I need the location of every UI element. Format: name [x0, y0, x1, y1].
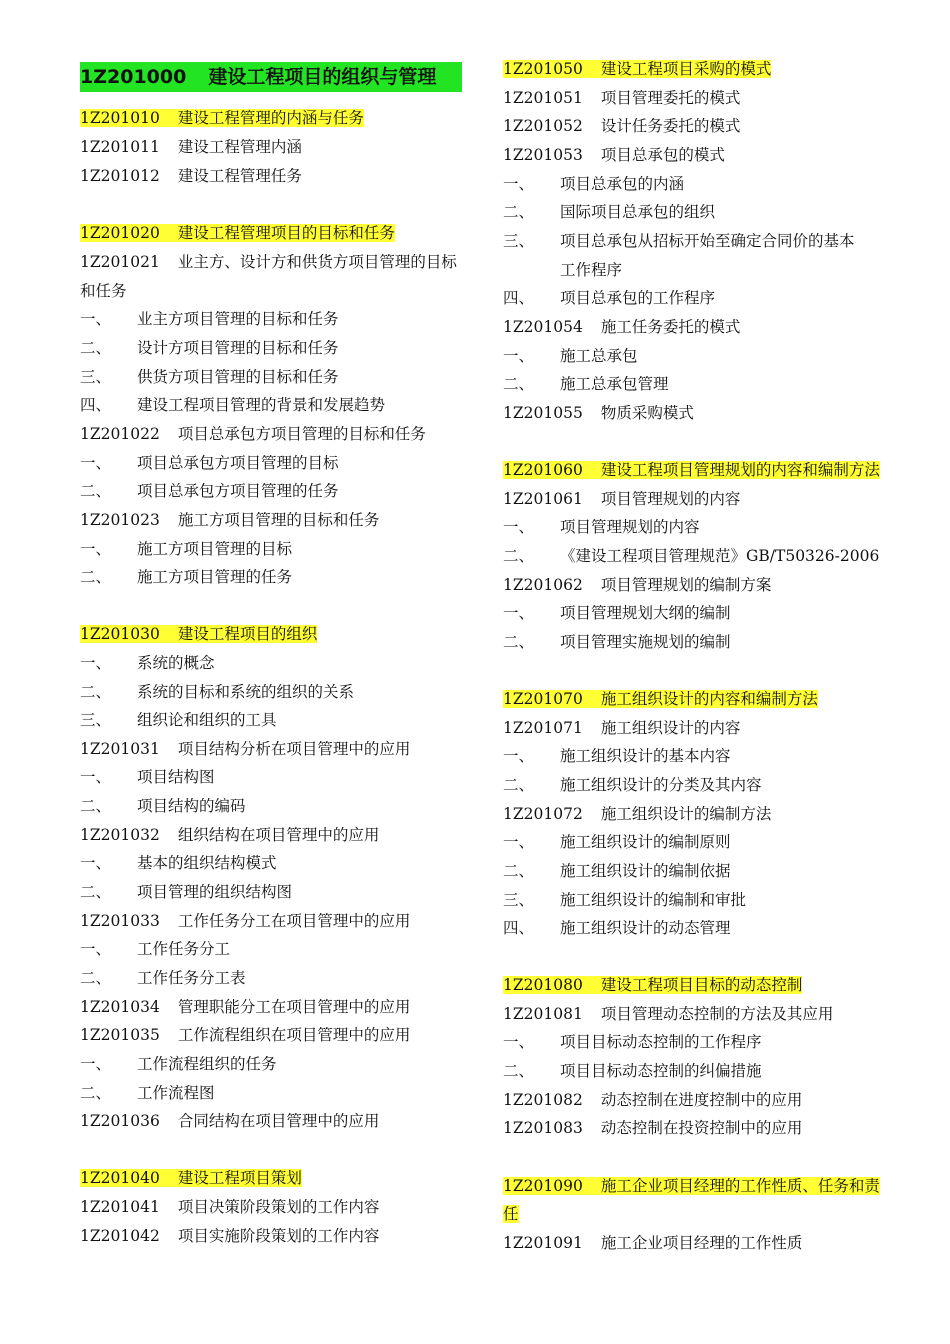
entry-code: 1Z201032	[80, 826, 160, 844]
entry-text: 和任务	[80, 282, 127, 300]
item-number: 一、	[80, 1055, 112, 1073]
toc-entry	[503, 718, 740, 738]
toc-entry	[503, 489, 740, 509]
section-heading	[503, 975, 802, 995]
section-heading	[80, 1168, 302, 1188]
entry-text: 项目决策阶段策划的工作内容	[177, 1198, 380, 1216]
item-number: 三、	[80, 368, 112, 386]
item-number: 二、	[80, 797, 112, 815]
entry-text: 建设工程项目管理的背景和发展趋势	[137, 396, 386, 414]
entry-code: 1Z201030	[80, 625, 160, 643]
item-number: 一、	[80, 454, 112, 472]
item-number: 二、	[80, 683, 112, 701]
entry-code: 1Z201080	[503, 976, 583, 994]
item-number: 二、	[503, 203, 535, 221]
entry-text: 施工总承包管理	[560, 375, 669, 393]
item-number: 二、	[503, 1062, 535, 1080]
item-number: 一、	[503, 175, 535, 193]
list-item	[80, 939, 230, 959]
entry-text: 项目总承包方项目管理的目标和任务	[177, 425, 426, 443]
toc-entry	[503, 403, 694, 423]
section-heading	[80, 624, 317, 644]
list-item	[503, 890, 746, 910]
entry-text: 动态控制在投资控制中的应用	[600, 1119, 803, 1137]
toc-entry	[503, 1233, 802, 1253]
item-number: 一、	[80, 540, 112, 558]
list-item	[503, 746, 731, 766]
entry-text: 国际项目总承包的组织	[560, 203, 716, 221]
list-item	[503, 374, 669, 394]
toc-entry	[80, 1197, 379, 1217]
list-item	[80, 453, 339, 473]
section-highlight	[503, 690, 818, 708]
toc-entry	[503, 317, 740, 337]
entry-text: 工作流程组织的任务	[137, 1055, 277, 1073]
list-item	[80, 710, 277, 730]
entry-code: 1Z201012	[80, 167, 160, 185]
entry-text: 任	[503, 1205, 519, 1223]
entry-text: 项目管理动态控制的方法及其应用	[600, 1005, 834, 1023]
entry-text: 施工总承包	[560, 347, 638, 365]
toc-entry	[503, 145, 725, 165]
item-number: 一、	[503, 1033, 535, 1051]
item-number: 二、	[80, 1084, 112, 1102]
list-item	[503, 832, 731, 852]
item-number: 二、	[80, 339, 112, 357]
entry-text: 施工方项目管理的目标和任务	[177, 511, 380, 529]
entry-text: 项目目标动态控制的纠偏措施	[560, 1062, 762, 1080]
toc-entry	[80, 911, 410, 931]
entry-text: 设计方项目管理的目标和任务	[137, 339, 339, 357]
entry-text: 《建设工程项目管理规范》GB/T50326-2006	[560, 547, 880, 565]
entry-text: 施工组织设计的内容和编制方法	[600, 690, 818, 708]
section-highlight	[503, 60, 771, 78]
entry-text: 施工组织设计的动态管理	[560, 919, 731, 937]
entry-text: 项目管理规划的内容	[600, 490, 741, 508]
section-heading	[80, 108, 364, 128]
item-number: 四、	[503, 289, 535, 307]
entry-text: 项目管理实施规划的编制	[560, 633, 731, 651]
list-item	[80, 796, 246, 816]
entry-code: 1Z201053	[503, 146, 583, 164]
list-item	[80, 539, 292, 559]
entry-code: 1Z201070	[503, 690, 583, 708]
entry-text: 施工组织设计的编制和审批	[560, 891, 747, 909]
entry-text: 项目管理委托的模式	[600, 89, 741, 107]
entry-text: 建设工程管理内涵	[177, 138, 302, 156]
entry-code: 1Z201023	[80, 511, 160, 529]
toc-entry	[80, 825, 379, 845]
section-heading	[503, 1176, 880, 1196]
list-item	[80, 653, 215, 673]
item-number: 一、	[80, 854, 112, 872]
entry-code: 1Z201040	[80, 1169, 160, 1187]
section-highlight	[503, 1205, 519, 1223]
entry-text: 建设工程管理的内涵与任务	[177, 109, 364, 127]
list-item	[503, 231, 855, 251]
entry-text: 项目总承包的模式	[600, 146, 725, 164]
entry-text: 建设工程项目管理规划的内容和编制方法	[600, 461, 880, 479]
entry-text: 系统的概念	[137, 654, 215, 672]
entry-text: 建设工程项目目标的动态控制	[600, 976, 803, 994]
list-item	[80, 1083, 215, 1103]
entry-code: 1Z201021	[80, 253, 160, 271]
toc-entry	[560, 260, 622, 280]
toc-entry	[503, 88, 740, 108]
item-number: 二、	[503, 375, 535, 393]
entry-text: 项目总承包方项目管理的目标	[137, 454, 339, 472]
entry-text: 施工企业项目经理的工作性质、任务和责	[600, 1177, 880, 1195]
item-number: 一、	[80, 940, 112, 958]
entry-text: 施工组织设计的基本内容	[560, 747, 731, 765]
item-number: 一、	[80, 768, 112, 786]
entry-text: 业主方、设计方和供货方项目管理的目标	[177, 253, 457, 271]
entry-text: 施工方项目管理的任务	[137, 568, 293, 586]
toc-entry	[503, 116, 740, 136]
section-highlight	[80, 224, 395, 242]
list-item	[80, 567, 292, 587]
section-heading	[80, 223, 395, 243]
list-item	[503, 861, 731, 881]
item-number: 四、	[80, 396, 112, 414]
list-item	[503, 603, 731, 623]
list-item	[80, 853, 277, 873]
item-number: 三、	[503, 891, 535, 909]
entry-text: 施工组织设计的内容	[600, 719, 741, 737]
entry-code: 1Z201090	[503, 1177, 583, 1195]
entry-code: 1Z201055	[503, 404, 583, 422]
toc-entry	[80, 1025, 410, 1045]
entry-code: 1Z201010	[80, 109, 160, 127]
toc-entry	[80, 997, 410, 1017]
entry-code: 1Z201031	[80, 740, 160, 758]
list-item	[503, 1061, 762, 1081]
item-number: 三、	[80, 711, 112, 729]
list-item	[503, 1032, 762, 1052]
entry-text: 项目管理规划的编制方案	[600, 576, 772, 594]
toc-entry	[80, 281, 127, 301]
entry-text: 建设工程项目采购的模式	[600, 60, 772, 78]
list-item	[503, 775, 762, 795]
entry-code: 1Z201081	[503, 1005, 583, 1023]
entry-code: 1Z201051	[503, 89, 583, 107]
entry-text: 建设工程项目策划	[177, 1169, 302, 1187]
entry-code: 1Z201082	[503, 1091, 583, 1109]
toc-entry	[80, 252, 457, 272]
entry-text: 建设工程项目的组织	[177, 625, 318, 643]
entry-text: 组织论和组织的工具	[137, 711, 277, 729]
toc-entry	[80, 137, 302, 157]
entry-text: 工作任务分工	[137, 940, 231, 958]
entry-text: 建设工程管理项目的目标和任务	[177, 224, 395, 242]
entry-text: 工作流程图	[137, 1084, 215, 1102]
item-number: 一、	[80, 310, 112, 328]
section-heading	[503, 460, 880, 480]
entry-code: 1Z201035	[80, 1026, 160, 1044]
section-highlight	[80, 109, 364, 127]
item-number: 二、	[80, 969, 112, 987]
entry-text: 施工组织设计的编制原则	[560, 833, 731, 851]
entry-text: 组织结构在项目管理中的应用	[177, 826, 380, 844]
entry-text: 工作任务分工表	[137, 969, 246, 987]
toc-entry	[503, 1004, 833, 1024]
item-number: 二、	[503, 547, 535, 565]
entry-code: 1Z201062	[503, 576, 583, 594]
list-item	[80, 767, 215, 787]
item-number: 一、	[80, 654, 112, 672]
entry-text: 施工任务委托的模式	[600, 318, 741, 336]
entry-text: 管理职能分工在项目管理中的应用	[177, 998, 411, 1016]
entry-text: 工作程序	[560, 261, 623, 279]
item-number: 二、	[80, 883, 112, 901]
entry-code: 1Z201061	[503, 490, 583, 508]
entry-text: 施工组织设计的编制方法	[600, 805, 772, 823]
entry-text: 项目实施阶段策划的工作内容	[177, 1227, 380, 1245]
list-item	[503, 288, 715, 308]
entry-code: 1Z201011	[80, 138, 160, 156]
section-heading	[503, 689, 818, 709]
entry-text: 项目结构分析在项目管理中的应用	[177, 740, 411, 758]
item-number: 一、	[503, 518, 535, 536]
entry-text: 项目管理规划的内容	[560, 518, 700, 536]
entry-code: 1Z201042	[80, 1227, 160, 1245]
entry-code: 1Z201071	[503, 719, 583, 737]
toc-entry	[80, 1111, 379, 1131]
item-number: 一、	[503, 347, 535, 365]
item-number: 二、	[503, 862, 535, 880]
item-number: 四、	[503, 919, 535, 937]
list-item	[80, 481, 339, 501]
toc-entry	[80, 1226, 379, 1246]
item-number: 一、	[503, 747, 535, 765]
entry-code: 1Z201060	[503, 461, 583, 479]
entry-text: 项目结构图	[137, 768, 215, 786]
entry-text: 物质采购模式	[600, 404, 694, 422]
entry-code: 1Z201083	[503, 1119, 583, 1137]
entry-text: 项目总承包的工作程序	[560, 289, 716, 307]
entry-text: 施工组织设计的编制依据	[560, 862, 731, 880]
toc-entry	[80, 510, 379, 530]
entry-text: 项目总承包的内涵	[560, 175, 685, 193]
section-highlight	[503, 461, 880, 479]
entry-code: 1Z201041	[80, 1198, 160, 1216]
entry-code: 1Z201052	[503, 117, 583, 135]
item-number: 三、	[503, 232, 535, 250]
section-highlight	[503, 1177, 880, 1195]
entry-text: 施工组织设计的分类及其内容	[560, 776, 762, 794]
entry-text: 合同结构在项目管理中的应用	[177, 1112, 380, 1130]
toc-entry	[503, 1090, 802, 1110]
entry-text: 供货方项目管理的目标和任务	[137, 368, 339, 386]
entry-text: 项目管理规划大纲的编制	[560, 604, 731, 622]
toc-entry	[503, 804, 771, 824]
entry-text: 项目目标动态控制的工作程序	[560, 1033, 762, 1051]
entry-code: 1Z201036	[80, 1112, 160, 1130]
entry-text: 设计任务委托的模式	[600, 117, 741, 135]
toc-entry	[80, 739, 410, 759]
list-item	[503, 174, 684, 194]
chapter-name: 建设工程项目的组织与管理	[208, 66, 437, 88]
entry-code: 1Z201033	[80, 912, 160, 930]
entry-text: 工作任务分工在项目管理中的应用	[177, 912, 411, 930]
list-item	[80, 395, 385, 415]
section-highlight	[503, 976, 802, 994]
list-item	[80, 882, 292, 902]
toc-entry	[503, 1118, 802, 1138]
entry-text: 基本的组织结构模式	[137, 854, 277, 872]
entry-code: 1Z201054	[503, 318, 583, 336]
list-item	[503, 346, 638, 366]
entry-text: 项目结构的编码	[137, 797, 246, 815]
section-highlight	[80, 1169, 302, 1187]
list-item	[80, 338, 339, 358]
entry-code: 1Z201050	[503, 60, 583, 78]
entry-code: 1Z201091	[503, 1234, 583, 1252]
list-item	[80, 367, 339, 387]
list-item	[80, 1054, 277, 1074]
item-number: 二、	[503, 776, 535, 794]
entry-text: 项目总承包方项目管理的任务	[137, 482, 339, 500]
entry-code: 1Z201072	[503, 805, 583, 823]
item-number: 一、	[503, 833, 535, 851]
toc-entry	[80, 424, 426, 444]
entry-code: 1Z201022	[80, 425, 160, 443]
list-item	[503, 918, 731, 938]
list-item	[503, 517, 700, 537]
list-item	[80, 682, 354, 702]
chapter-title	[80, 62, 462, 92]
entry-code: 1Z201034	[80, 998, 160, 1016]
item-number: 二、	[503, 633, 535, 651]
list-item	[80, 309, 339, 329]
section-highlight	[80, 625, 317, 643]
section-heading	[503, 59, 771, 79]
entry-text: 动态控制在进度控制中的应用	[600, 1091, 803, 1109]
toc-entry	[80, 166, 302, 186]
entry-text: 工作流程组织在项目管理中的应用	[177, 1026, 411, 1044]
item-number: 二、	[80, 568, 112, 586]
entry-text: 施工方项目管理的目标	[137, 540, 293, 558]
item-number: 一、	[503, 604, 535, 622]
entry-text: 建设工程管理任务	[177, 167, 302, 185]
item-number: 二、	[80, 482, 112, 500]
list-item	[80, 968, 246, 988]
entry-text: 业主方项目管理的目标和任务	[137, 310, 339, 328]
list-item	[503, 202, 715, 222]
entry-text: 项目管理的组织结构图	[137, 883, 293, 901]
entry-code: 1Z201020	[80, 224, 160, 242]
chapter-code: 1Z201000	[80, 66, 187, 88]
toc-entry	[503, 575, 771, 595]
list-item	[503, 546, 879, 566]
list-item	[503, 632, 731, 652]
section-heading	[503, 1204, 519, 1224]
entry-text: 系统的目标和系统的组织的关系	[137, 683, 355, 701]
entry-text: 项目总承包从招标开始至确定合同价的基本	[560, 232, 855, 250]
entry-text: 施工企业项目经理的工作性质	[600, 1234, 803, 1252]
